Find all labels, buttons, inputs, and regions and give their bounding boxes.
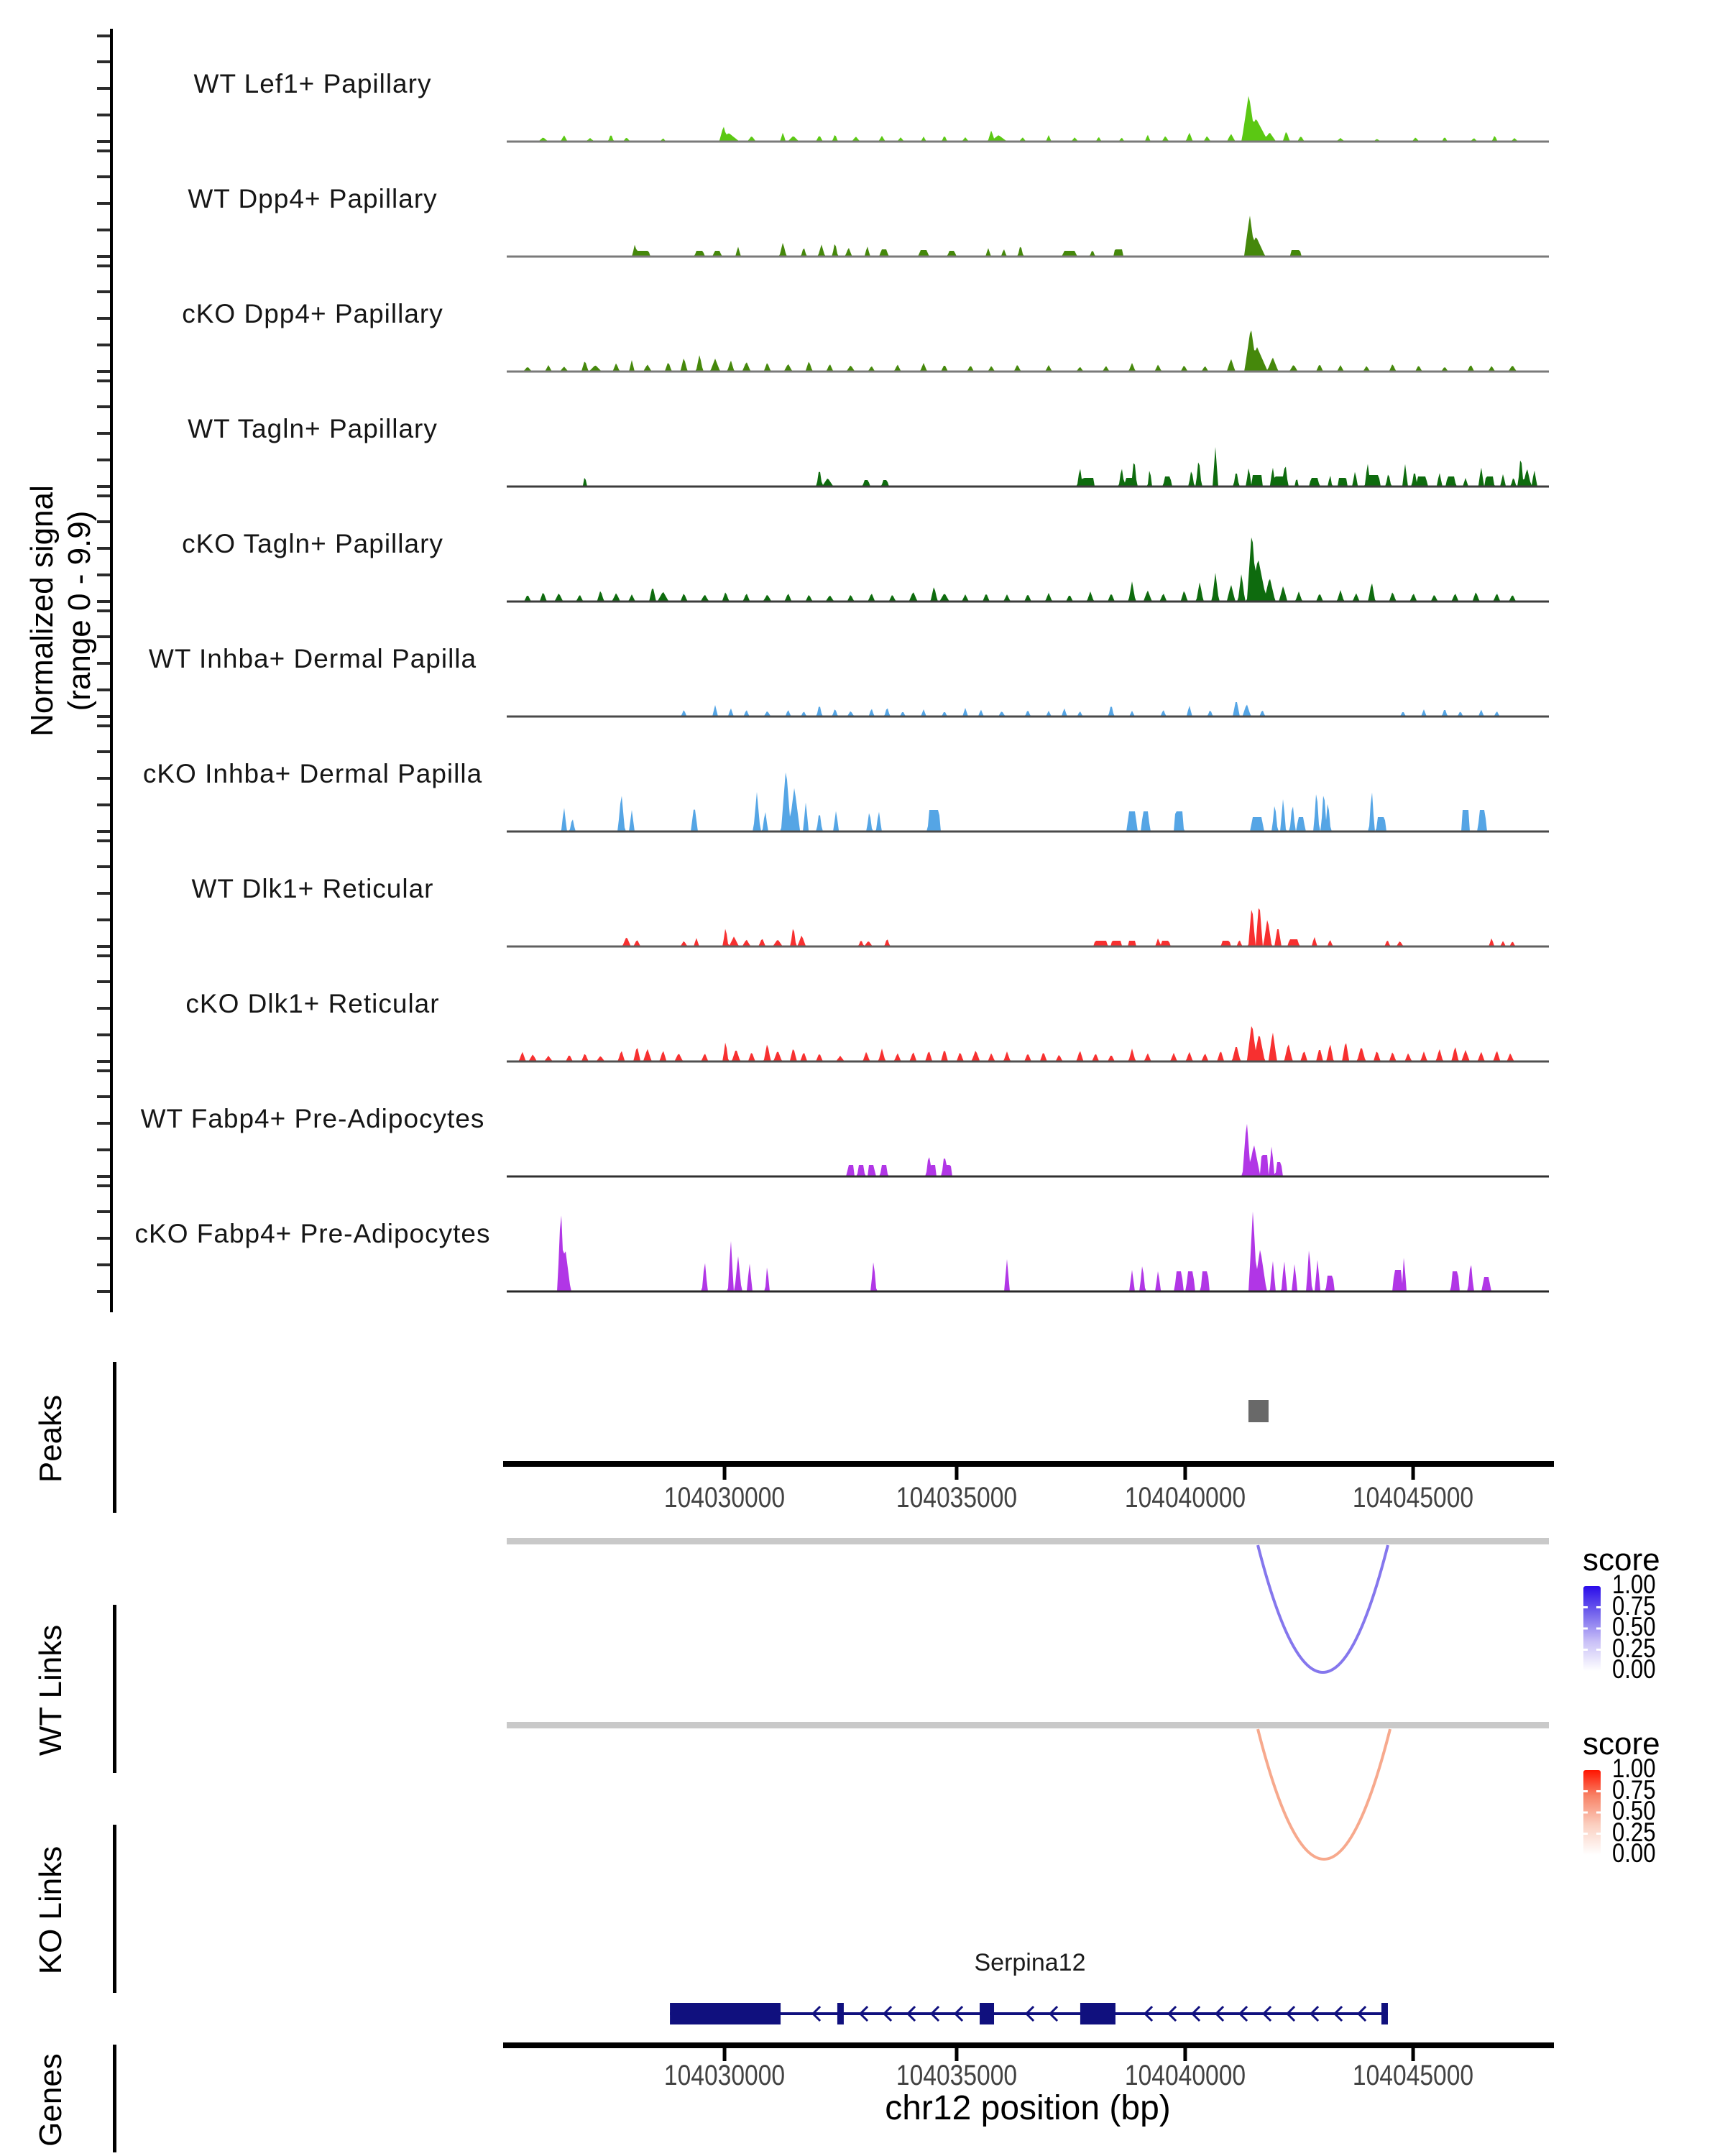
panel-label-ko-links: KO Links xyxy=(33,1846,68,1975)
axis1-tick-label-3: 104045000 xyxy=(1352,1482,1474,1514)
signal-area-7 xyxy=(507,908,1549,946)
signal-area-4 xyxy=(507,538,1549,602)
exon-3 xyxy=(1080,2003,1116,2024)
panel-label-wt-links: WT Links xyxy=(33,1624,68,1756)
legend-0-tick-1: 0.75 xyxy=(1612,1590,1656,1621)
legend-1-tick-4: 0.00 xyxy=(1612,1838,1656,1868)
legend-0-tick-3: 0.25 xyxy=(1612,1633,1656,1663)
track-label-1: WT Dpp4+ Papillary xyxy=(188,184,438,213)
panel-label-genes: Genes xyxy=(33,2053,68,2147)
baseline-6 xyxy=(507,831,1549,833)
gene-axis xyxy=(503,2042,1554,2061)
axis2-tick-label-2: 104040000 xyxy=(1124,2060,1246,2091)
gene-model xyxy=(670,2003,1388,2024)
signal-area-6 xyxy=(507,773,1549,831)
baseline-2 xyxy=(507,371,1549,373)
y-axis-label-line1: Normalized signal xyxy=(24,485,60,737)
signal-area-8 xyxy=(507,1026,1549,1061)
signal-area-9 xyxy=(507,1124,1549,1176)
peaks-track xyxy=(1248,1400,1269,1422)
axis1-tick-label-0: 104030000 xyxy=(663,1482,786,1514)
signal-tracks xyxy=(507,96,1549,1293)
peak-box xyxy=(1248,1400,1269,1422)
x-axis-title: chr12 position (bp) xyxy=(885,2089,1171,2127)
gene-name-label: Serpina12 xyxy=(974,1949,1086,1976)
links-panels xyxy=(507,1538,1549,1859)
peaks-axis xyxy=(503,1461,1554,1480)
signal-area-10 xyxy=(507,1212,1549,1291)
legend-1-tick-0: 1.00 xyxy=(1612,1754,1656,1783)
track-label-10: cKO Fabp4+ Pre-Adipocytes xyxy=(134,1219,491,1248)
track-label-0: WT Lef1+ Papillary xyxy=(193,69,432,98)
track-label-8: cKO Dlk1+ Reticular xyxy=(185,989,440,1018)
y-axis-label xyxy=(24,287,103,934)
axis2-tick-label-0: 104030000 xyxy=(663,2060,786,2091)
score-legends xyxy=(1583,1586,1601,1855)
link-arc-0 xyxy=(1258,1545,1388,1672)
exon-4 xyxy=(1381,2003,1388,2024)
signal-area-5 xyxy=(507,702,1549,717)
track-label-2: cKO Dpp4+ Papillary xyxy=(182,299,443,328)
exon-2 xyxy=(980,2003,994,2024)
exon-1 xyxy=(837,2003,844,2024)
axis2-tick-label-1: 104035000 xyxy=(896,2060,1018,2091)
baseline-7 xyxy=(507,946,1549,948)
baseline-5 xyxy=(507,716,1549,718)
panel-label-peaks: Peaks xyxy=(33,1394,68,1483)
signal-area-3 xyxy=(507,447,1549,487)
signal-area-0 xyxy=(507,96,1549,142)
baseline-0 xyxy=(507,141,1549,143)
y-axis-label-line2: (range 0 - 9.9) xyxy=(62,510,97,711)
signal-area-1 xyxy=(507,216,1549,257)
legend-0-tick-4: 0.00 xyxy=(1612,1654,1656,1684)
legend-title-wt: score xyxy=(1583,1542,1660,1577)
track-label-3: WT Tagln+ Papillary xyxy=(188,414,438,443)
baseline-3 xyxy=(507,486,1549,488)
baseline-8 xyxy=(507,1061,1549,1063)
track-label-7: WT Dlk1+ Reticular xyxy=(191,874,434,903)
legend-1-tick-3: 0.25 xyxy=(1612,1817,1656,1847)
link-arc-1 xyxy=(1258,1729,1390,1859)
exon-0 xyxy=(670,2003,781,2024)
axis1-tick-label-2: 104040000 xyxy=(1124,1482,1246,1514)
baseline-1 xyxy=(507,256,1549,258)
legend-0-tick-2: 0.50 xyxy=(1612,1612,1656,1641)
baseline-9 xyxy=(507,1176,1549,1178)
signal-area-2 xyxy=(507,331,1549,372)
axis2-tick-label-3: 104045000 xyxy=(1352,2060,1474,2091)
axis1-tick-label-1: 104035000 xyxy=(896,1482,1018,1514)
legend-title-ko: score xyxy=(1583,1726,1660,1761)
track-label-6: cKO Inhba+ Dermal Papilla xyxy=(142,759,483,788)
track-label-5: WT Inhba+ Dermal Papilla xyxy=(148,644,477,673)
track-label-4: cKO Tagln+ Papillary xyxy=(182,529,443,558)
legend-1-tick-1: 0.75 xyxy=(1612,1774,1656,1805)
baseline-10 xyxy=(507,1291,1549,1293)
panel-brackets xyxy=(113,1362,116,2152)
baseline-4 xyxy=(507,601,1549,603)
legend-1-tick-2: 0.50 xyxy=(1612,1796,1656,1825)
legend-0-tick-0: 1.00 xyxy=(1612,1570,1656,1599)
track-label-9: WT Fabp4+ Pre-Adipocytes xyxy=(140,1104,485,1133)
